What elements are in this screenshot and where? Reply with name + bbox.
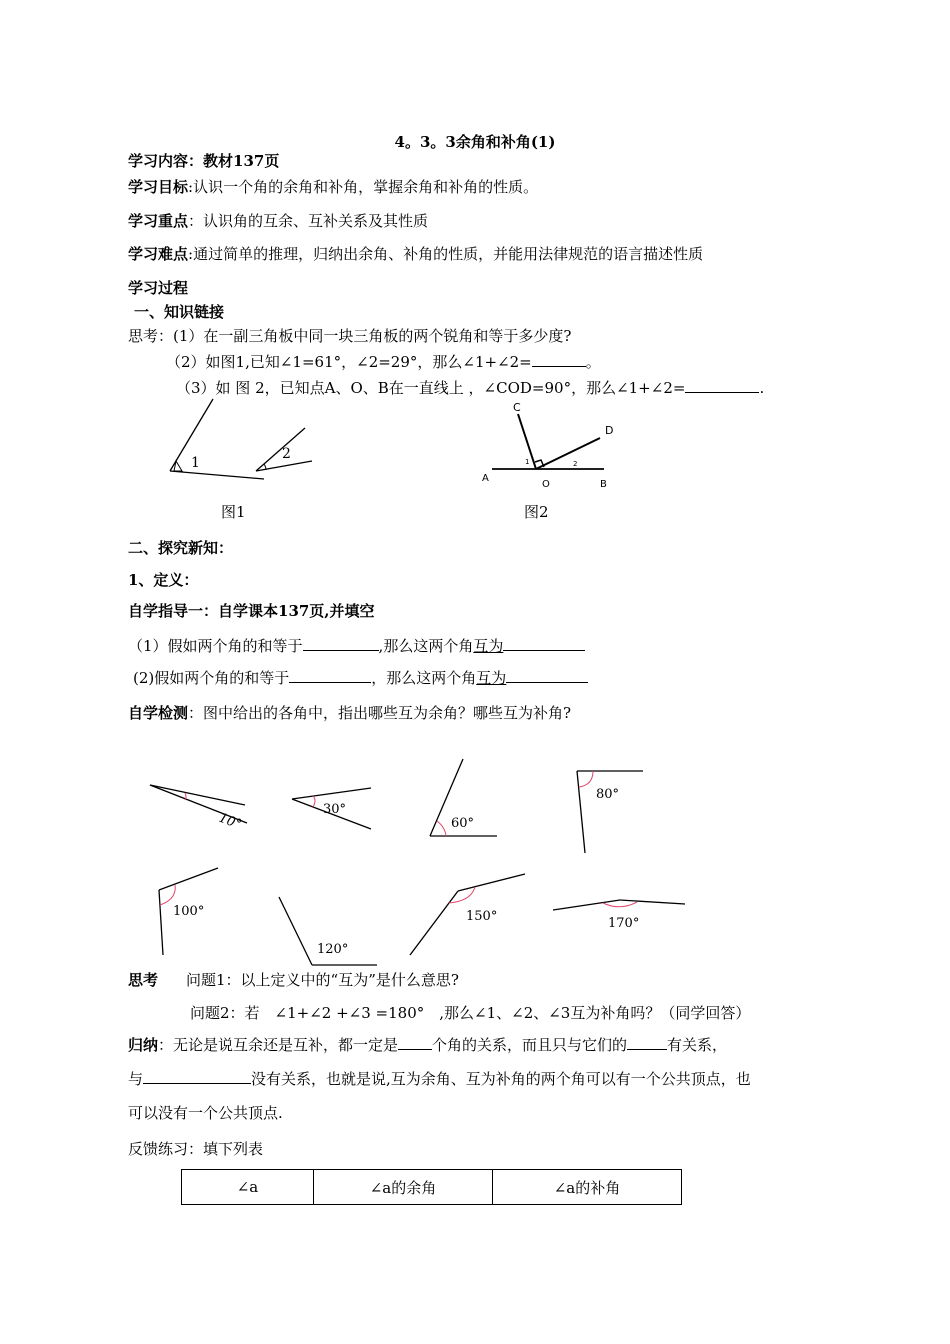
study-content bbox=[128, 151, 279, 171]
fill-blank-2a[interactable] bbox=[289, 668, 371, 683]
fill-1-text-a: （1）假如两个角的和等于 bbox=[128, 637, 303, 655]
fill-1-text-b: ,那么这两个角 bbox=[378, 637, 474, 655]
fill-blank-1b[interactable] bbox=[503, 636, 585, 651]
summary-line-2 bbox=[128, 1069, 751, 1089]
think-label: 思考 bbox=[128, 971, 159, 989]
section1-heading: 一、知识链接 bbox=[134, 303, 225, 321]
content-label: 学习内容： bbox=[128, 152, 204, 170]
definition-heading: 1、定义： bbox=[128, 571, 199, 589]
fill-line-2 bbox=[133, 668, 588, 688]
difficulty-text: :通过简单的推理，归纳出余角、补角的性质，并能用法律规范的语言描述性质 bbox=[188, 245, 704, 263]
fig2-point-A: A bbox=[482, 473, 489, 484]
think-q1 bbox=[128, 970, 459, 990]
fig2-point-B: B bbox=[600, 479, 607, 490]
angle-60 bbox=[430, 759, 497, 836]
fig1-angle-2-label: 2 bbox=[282, 446, 291, 462]
self-check-label: 自学检测 bbox=[128, 704, 189, 722]
angle-60-label: 60° bbox=[451, 816, 475, 831]
fig2-point-O: O bbox=[542, 479, 550, 490]
fill-blank-2b[interactable] bbox=[506, 668, 588, 683]
goal-text: :认识一个角的余角和补角，掌握余角和补角的性质。 bbox=[188, 178, 539, 196]
figure-2-caption: 图2 bbox=[524, 503, 549, 521]
summary-blank-2[interactable] bbox=[627, 1035, 667, 1050]
self-check bbox=[128, 703, 571, 723]
fill-2-text-b: ，那么这两个角 bbox=[371, 669, 477, 687]
focus-text: ：认识角的互余、互补关系及其性质 bbox=[188, 212, 429, 230]
section2-heading: 二、探究新知： bbox=[128, 539, 234, 557]
question-1: 思考：(1）在一副三角板中同一块三角板的两个锐角和等于多少度? bbox=[128, 327, 572, 345]
table-row bbox=[182, 1170, 682, 1205]
summary-t4: 与 bbox=[128, 1070, 144, 1088]
angle-100 bbox=[159, 868, 218, 955]
summary-t5: 没有关系，也就是说,互为余角、互为补角的两个角可以有一个公共顶点，也 bbox=[251, 1070, 751, 1088]
angle-10-label: 10° bbox=[216, 810, 244, 833]
question-3-text: （3）如 图 2，已知点A、O、B在一直线上 ，∠COD=90°，那么∠1+∠2= bbox=[176, 379, 686, 397]
fig2-point-D: D bbox=[605, 424, 614, 437]
fill-2-text-a: (2)假如两个角的和等于 bbox=[133, 669, 290, 687]
angle-120-label: 120° bbox=[317, 942, 349, 957]
figure-1-caption: 图1 bbox=[221, 503, 246, 521]
angle-150 bbox=[410, 874, 525, 955]
answer-blank-1[interactable] bbox=[532, 352, 586, 367]
question-3-end: . bbox=[759, 379, 765, 397]
angle-30 bbox=[292, 788, 371, 829]
fill-2-text-c: 互为 bbox=[476, 669, 507, 687]
table-header-supplement: ∠a的补角 bbox=[493, 1170, 682, 1205]
fill-1-text-c: 互为 bbox=[473, 637, 504, 655]
study-focus bbox=[128, 211, 428, 231]
figure-2 bbox=[478, 398, 628, 493]
question-2-text: （2）如图1,已知∠1=61°，∠2=29°，那么∠1+∠2= bbox=[166, 353, 532, 371]
study-difficulty bbox=[128, 244, 703, 264]
figure-1 bbox=[160, 395, 330, 485]
question-2 bbox=[166, 352, 601, 372]
fig2-angle-1-label: 1 bbox=[525, 458, 530, 466]
answer-blank-2[interactable] bbox=[685, 378, 759, 393]
fill-blank-1a[interactable] bbox=[303, 636, 379, 651]
summary-t2: 个角的关系，而且只与它们的 bbox=[432, 1036, 628, 1054]
table-header-angle: ∠a bbox=[182, 1170, 314, 1205]
summary-blank-1[interactable] bbox=[398, 1035, 432, 1050]
angle-170 bbox=[553, 900, 685, 931]
summary-t1: ：无论是说互余还是互补，都一定是 bbox=[158, 1036, 399, 1054]
difficulty-label: 学习难点 bbox=[128, 245, 189, 263]
summary-line-1 bbox=[128, 1035, 727, 1055]
angle-150-label: 150° bbox=[466, 909, 498, 924]
angle-80-label: 80° bbox=[596, 787, 620, 802]
think-q1-text: 问题1：以上定义中的“互为”是什么意思? bbox=[186, 971, 459, 989]
fill-line-1 bbox=[128, 636, 585, 656]
fig1-angle-1-label: 1 bbox=[191, 455, 200, 471]
angle-figures bbox=[145, 755, 705, 970]
angle-30-label: 30° bbox=[323, 802, 347, 817]
self-check-text: ：图中给出的各角中，指出哪些互为余角？哪些互为补角? bbox=[188, 704, 572, 722]
content-value: 教材137页 bbox=[203, 152, 280, 170]
process-heading: 学习过程 bbox=[128, 279, 189, 297]
summary-label: 归纳 bbox=[128, 1036, 159, 1054]
focus-label: 学习重点 bbox=[128, 212, 189, 230]
feedback-table bbox=[181, 1169, 682, 1205]
goal-label: 学习目标 bbox=[128, 178, 189, 196]
summary-line-3: 可以没有一个公共顶点. bbox=[128, 1104, 283, 1122]
angle-10 bbox=[150, 785, 247, 833]
feedback-heading: 反馈练习：填下列表 bbox=[128, 1140, 264, 1158]
fig2-angle-2-label: 2 bbox=[573, 460, 578, 468]
page-title: 4。3。3余角和补角(1) bbox=[394, 133, 556, 151]
summary-blank-3[interactable] bbox=[143, 1069, 251, 1084]
guide-heading: 自学指导一：自学课本137页,并填空 bbox=[128, 602, 375, 620]
angle-170-label: 170° bbox=[608, 916, 640, 931]
question-2-end: 。 bbox=[585, 353, 601, 371]
angle-80 bbox=[577, 771, 643, 853]
summary-t3: 有关系， bbox=[667, 1036, 728, 1054]
study-goal bbox=[128, 177, 538, 197]
think-q2: 问题2：若 ∠1+∠2 +∠3 =180° ,那么∠1、∠2、∠3互为补角吗？（同学回答） bbox=[190, 1004, 751, 1022]
angle-100-label: 100° bbox=[173, 904, 205, 919]
table-header-complement: ∠a的余角 bbox=[314, 1170, 493, 1205]
angle-120 bbox=[279, 897, 377, 965]
fig2-point-C: C bbox=[513, 401, 521, 414]
